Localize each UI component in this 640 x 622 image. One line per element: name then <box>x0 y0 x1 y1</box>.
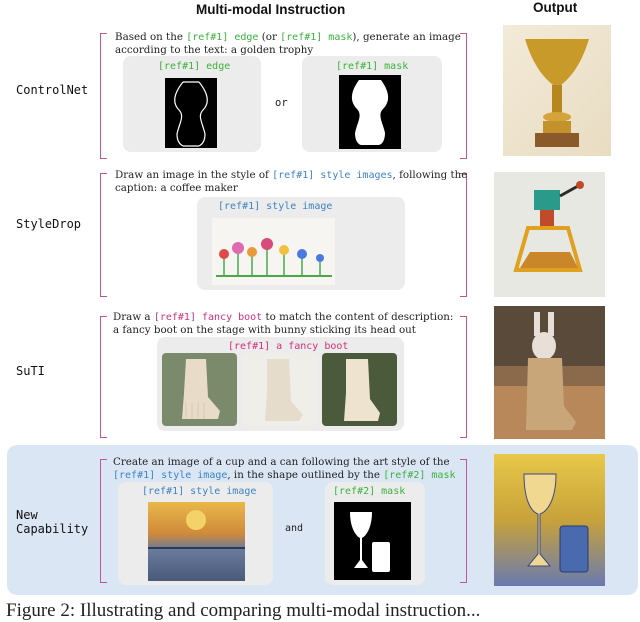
boot-image <box>322 353 397 426</box>
method-label-styledrop: StyleDrop <box>16 217 82 231</box>
bracket-right <box>460 33 467 159</box>
edge-image <box>165 78 217 148</box>
method-label-capability: Capability <box>16 522 89 536</box>
instruction-text-line2: according to the text: a golden trophy <box>115 44 314 56</box>
instruction-text: Draw a [ref#1] fancy boot to match the content of description: <box>113 311 454 323</box>
instruction-text-line2: caption: a coffee maker <box>115 182 238 194</box>
or-text: or <box>275 97 288 109</box>
figure-caption: Figure 2: Illustrating and comparing multi-modal instruction... <box>6 600 481 621</box>
method-label-new: New <box>16 508 38 522</box>
ref-label-mask: [ref#1] mask <box>336 61 409 72</box>
and-text: and <box>285 523 304 534</box>
ref-label-mask: [ref#2] mask <box>333 486 406 497</box>
instruction-text: Draw an image in the style of [ref#1] style images, following the <box>115 169 468 181</box>
bracket-left <box>100 173 107 297</box>
bracket-left <box>100 316 107 438</box>
bracket-right <box>460 316 467 438</box>
boot-image <box>243 353 317 426</box>
method-label-suti: SuTI <box>16 364 45 378</box>
column-header-instruction: Multi-modal Instruction <box>196 2 346 17</box>
bracket-left <box>100 33 107 159</box>
mask-image <box>339 75 401 149</box>
instruction-text: Create an image of a cup and a can following the art style of the <box>113 456 450 468</box>
ref-label-boot: [ref#1] a fancy boot <box>228 341 349 352</box>
ref-label-style: [ref#1] style image <box>218 201 333 212</box>
instruction-text: Based on the [ref#1] edge (or [ref#1] mask), generate an image <box>115 31 461 43</box>
instruction-text-line2: a fancy boot on the stage with bunny sticking its head out <box>113 324 416 336</box>
instruction-text-line2: [ref#1] style image, in the shape outlined by the [ref#2] mask <box>113 469 456 481</box>
output-image-trophy <box>503 25 611 156</box>
output-image-coffee-maker <box>494 172 605 297</box>
style-image <box>212 218 335 285</box>
ref-label-edge: [ref#1] edge <box>158 61 231 72</box>
output-image-bunny-boot <box>494 306 605 439</box>
mask-image-cup-can <box>334 502 411 580</box>
column-header-output: Output <box>533 0 578 15</box>
style-image-van-gogh <box>148 502 245 581</box>
method-label-controlnet: ControlNet <box>16 83 89 97</box>
bracket-left <box>100 459 107 583</box>
ref-label-style: [ref#1] style image <box>142 486 257 497</box>
boot-image <box>162 353 237 426</box>
bracket-right <box>460 173 467 297</box>
output-image-cup-can <box>494 454 605 586</box>
bracket-right <box>460 459 467 583</box>
